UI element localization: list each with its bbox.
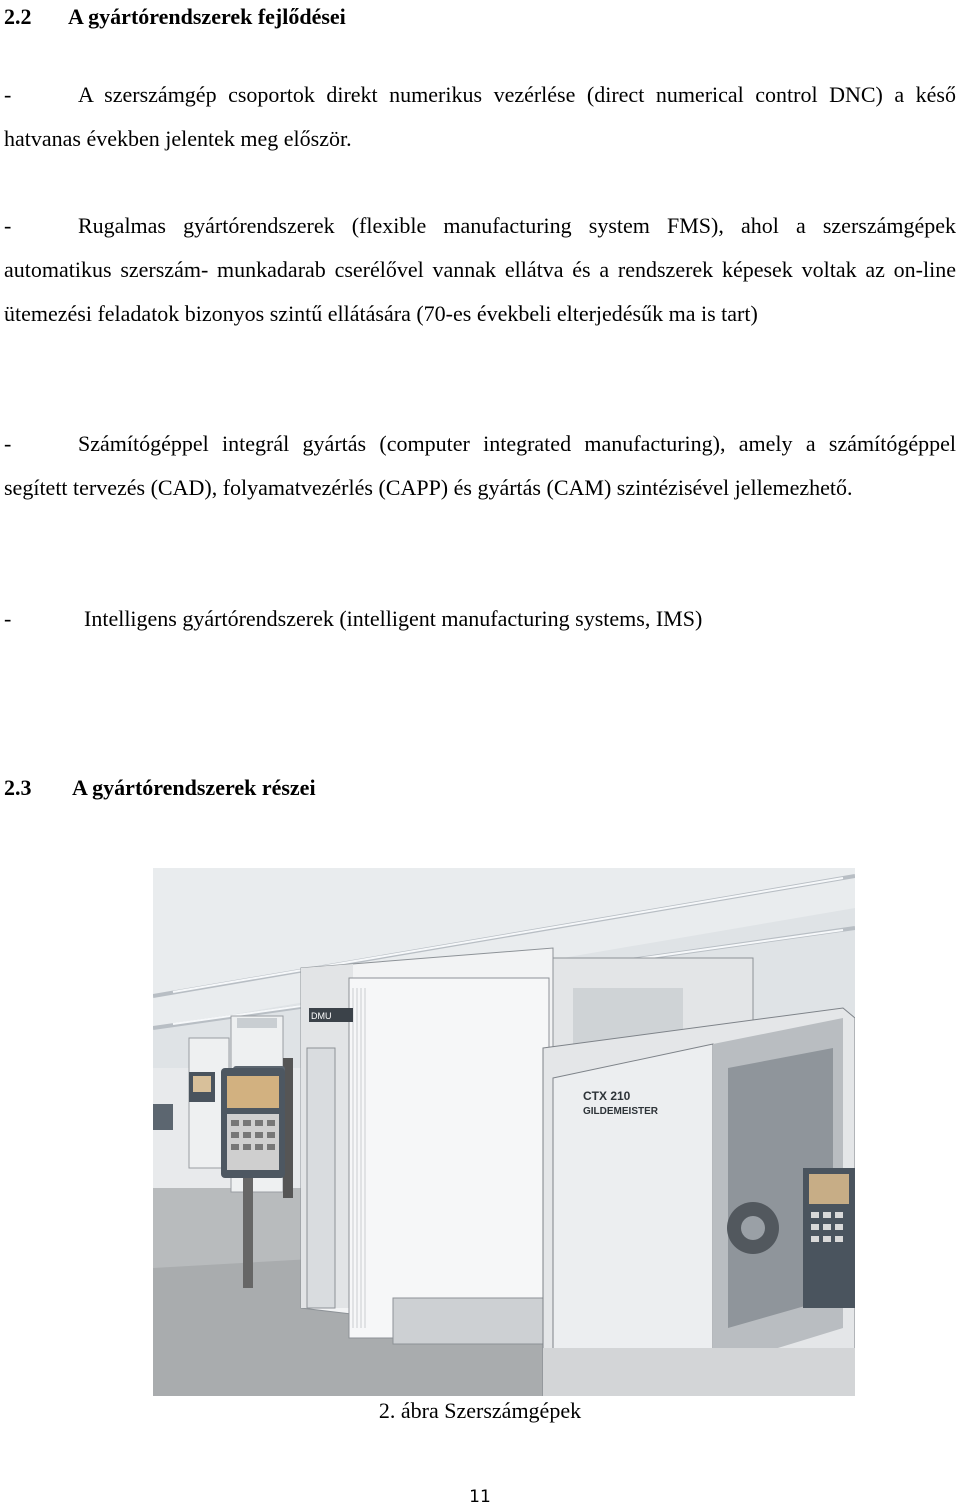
- page-number: 11: [469, 1487, 491, 1507]
- list-item-text: A szerszámgép csoportok direkt numerikus vezérlése (direct numerical control DNC) a késő hatvanas években jelentek meg először.: [4, 82, 956, 151]
- list-item-text: Rugalmas gyártórendszerek (flexible manufacturing system FMS), ahol a szerszámgépek automatikus szerszám- munkadarab cserélővel vannak ellátva és a rendszerek képesek voltak az on-line ütemezési feladatok bizonyos szintű ellátására (70-es évekbeli elterjedésűk ma is tart): [4, 213, 956, 326]
- dmu-label: DMU: [311, 1011, 332, 1021]
- section-heading-2-2: [4, 4, 346, 30]
- list-item-dnc: [4, 73, 956, 161]
- brand-label: GILDEMEISTER: [583, 1106, 659, 1117]
- list-dash: -: [4, 213, 12, 238]
- list-dash: -: [4, 431, 12, 456]
- list-dash: -: [4, 82, 12, 107]
- section-number: 2.2: [4, 4, 32, 29]
- list-item-fms: [4, 204, 956, 336]
- section-number: 2.3: [4, 775, 32, 800]
- list-dash: -: [4, 606, 12, 631]
- section-heading-2-3: [4, 775, 316, 801]
- figure-caption: 2. ábra Szerszámgépek: [378, 1398, 582, 1423]
- ctx-label: CTX 210: [583, 1089, 631, 1103]
- list-item-ims: [4, 597, 956, 641]
- list-item-text: Számítógéppel integrál gyártás (computer integrated manufacturing), amely a számítógéppel segített tervezés (CAD), folyamatvezérlés (CAPP) és gyártás (CAM) szintézisével jellemezhető.: [4, 431, 956, 500]
- list-item-cim: [4, 422, 956, 510]
- list-item-text: Intelligens gyártórendszerek (intelligent manufacturing systems, IMS): [84, 606, 703, 631]
- section-title: A gyártórendszerek fejlődései: [68, 4, 346, 29]
- machine-tools-photo: [153, 868, 855, 1396]
- section-title: A gyártórendszerek részei: [72, 775, 316, 800]
